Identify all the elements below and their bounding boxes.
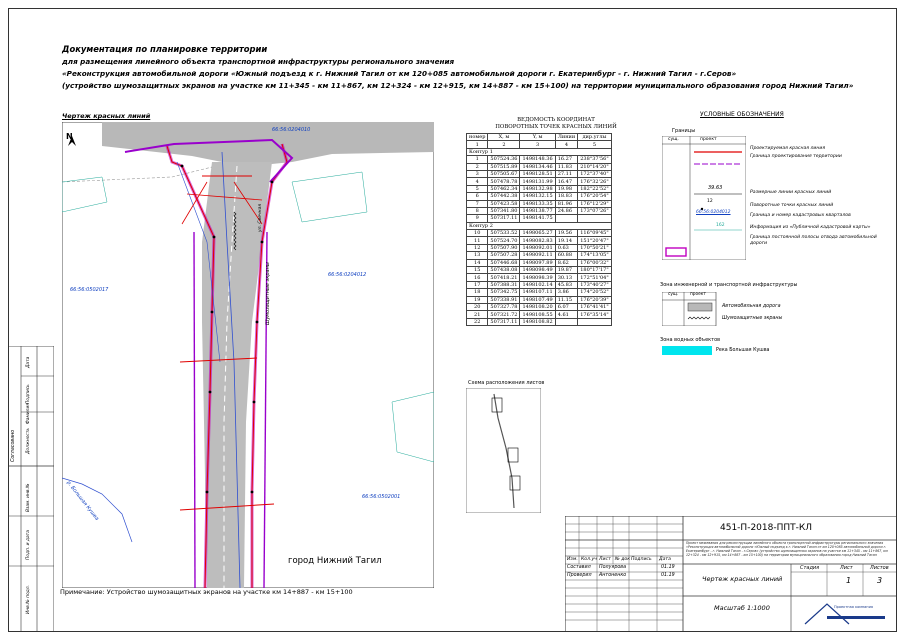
- coords-row: [467, 207, 612, 214]
- note-text: Примечание: Устройство шумозащитных экранов на участке км 14+887 - км 15+100: [60, 588, 353, 596]
- coords-cell: 1498092.01: [520, 244, 555, 251]
- coords-table: [466, 133, 612, 326]
- city-label: город Нижний Тагил: [288, 556, 382, 566]
- coords-header: номер: [467, 134, 488, 141]
- coords-cell: 19.98: [555, 185, 578, 192]
- stamp-person: Полуярова: [599, 565, 627, 570]
- coords-cell: 176°32'26": [578, 178, 611, 185]
- coords-cell: 174°13'05": [578, 252, 611, 259]
- stamp-date: 01.19: [661, 573, 675, 578]
- legend-screens: Шумозащитные экраны: [722, 316, 783, 321]
- coords-cell: 507446.68: [488, 259, 520, 266]
- legend-title: УСЛОВНЫЕ ОБОЗНАЧЕНИЯ: [700, 111, 784, 118]
- coords-cell: 16.27: [555, 156, 578, 163]
- side-stamp-grid: [8, 346, 54, 632]
- coords-row: [467, 281, 612, 288]
- coords-cell: 507317.11: [488, 318, 520, 325]
- parcel-label-bottom: 66:56:0502001: [362, 494, 401, 500]
- stamp-col: Дата: [659, 557, 671, 562]
- legend-item: Граница постоянной полосы отвода автомобильной дороги: [750, 235, 877, 246]
- legend-col-proj-2: проект: [690, 292, 706, 297]
- stamp-person: Антоненко: [599, 573, 627, 578]
- coords-title-2: ПОВОРОТНЫХ ТОЧЕК КРАСНЫХ ЛИНИЙ: [495, 124, 617, 130]
- coords-row: [467, 244, 612, 251]
- stamp-col: Изм.: [567, 557, 578, 562]
- stamp-scale: Масштаб 1:1000: [714, 604, 770, 612]
- scheme-title: Схема расположения листов: [468, 380, 545, 386]
- coords-cell: 172°51'04": [578, 274, 611, 281]
- coords-cell: 5: [467, 185, 488, 192]
- legend-info-code: 162: [716, 223, 725, 228]
- coords-cell: 176°00'32": [578, 259, 611, 266]
- coords-cell: 507505.67: [488, 170, 520, 177]
- coords-colnum: 5: [578, 141, 611, 148]
- side-sign-date: Подп. и дата: [26, 530, 31, 560]
- coords-cell: 174°20'52": [578, 289, 611, 296]
- stamp-role: Проверил: [567, 573, 592, 578]
- coords-cell: 170°50'21": [578, 244, 611, 251]
- coords-cell: 507388.31: [488, 281, 520, 288]
- coords-cell: 45.83: [555, 281, 578, 288]
- legend-water-swatch: [662, 346, 712, 355]
- coords-cell: 16.47: [555, 178, 578, 185]
- coords-cell: 27.11: [555, 170, 578, 177]
- coords-row: [467, 163, 612, 170]
- river-label: р. Большая Кушва: [65, 480, 100, 522]
- coords-row: [467, 156, 612, 163]
- coords-cell: [578, 318, 611, 325]
- screen-map-label: Шумозащитные экраны: [265, 262, 271, 325]
- legend-col-exist: сущ.: [668, 137, 679, 142]
- coords-cell: 507438.08: [488, 267, 520, 274]
- legend-col-proj: проект: [700, 137, 717, 142]
- legend-item: Поворотные точки красных линий: [750, 203, 834, 208]
- coords-cell: 507462.34: [488, 185, 520, 192]
- coords-cell: 182°22'52": [578, 185, 611, 192]
- coords-header: дир.углы: [578, 134, 611, 141]
- coords-cell: 1498097.89: [520, 259, 555, 266]
- coords-cell: 1498128.51: [520, 170, 555, 177]
- coords-cell: [555, 215, 578, 222]
- legend-item: Размерные линии красных линий: [750, 190, 832, 195]
- coords-cell: 1498098.49: [520, 267, 555, 274]
- coords-cell: 507478.78: [488, 178, 520, 185]
- coords-cell: 1498065.27: [520, 230, 555, 237]
- legend-col-exist-2: сущ.: [668, 292, 679, 297]
- coords-colnum: 3: [520, 141, 555, 148]
- coords-row: [467, 252, 612, 259]
- coords-cell: 507524.70: [488, 237, 520, 244]
- side-inv-replace: Взам. инв.№: [26, 483, 31, 512]
- doc-object: «Реконструкция автомобильной дороги «Южный подъезд к г. Нижний Тагил от км 120+085 автомобильной дороги г. Екатеринбург - г. Нижний Тагил - г.Серов»: [62, 69, 737, 78]
- coords-cell: 22: [467, 318, 488, 325]
- coords-cell: 1498133.35: [520, 200, 555, 207]
- coords-cell: 3: [467, 170, 488, 177]
- coords-cell: 3.86: [555, 289, 578, 296]
- stamp-description: Проект межевания для реконструкции линейного объекта транспортной инфраструктуры регионального значения «Реконструкция автомобильной дороги «Южный подъезд к г. Нижний Тагил от км 120+085 автомобильной дороги г. Екатеринбург - г. Нижний Тагил - г.Серов» (устройство шумозащитных экранов на участке км 11+345 - км 11+867, км 12+324 - км 12+915, км 14+887 - км 15+100) на территории муниципального образования город Нижний Тагил: [686, 541, 888, 557]
- legend-dim-value: 39.63: [708, 185, 723, 191]
- coords-row: [467, 267, 612, 274]
- coords-row: [467, 259, 612, 266]
- coords-cell: 19: [467, 296, 488, 303]
- stamp-sheet-header: Лист: [840, 565, 853, 571]
- coords-cell: 116°09'45": [578, 230, 611, 237]
- stamp-stage-header: Стадия: [800, 565, 820, 571]
- side-name: Фамилия: [26, 403, 31, 424]
- coords-cell: 1498134.46: [520, 163, 555, 170]
- coords-cell: 172°37'40": [578, 170, 611, 177]
- legend-boundaries: Границы: [672, 128, 696, 134]
- coords-cell: 507341.80: [488, 207, 520, 214]
- legend-cad-num: 66:56:0204012: [696, 210, 731, 215]
- coords-cell: 81.96: [555, 200, 578, 207]
- coords-cell: 507342.75: [488, 289, 520, 296]
- coords-cell: 2: [467, 163, 488, 170]
- side-sign: Подпись: [26, 384, 31, 404]
- coords-cell: 60.88: [555, 252, 578, 259]
- side-position: Должность: [26, 428, 31, 454]
- coords-cell: 507327.78: [488, 303, 520, 310]
- coords-cell: 176°35'14": [578, 311, 611, 318]
- coords-cell: 507338.91: [488, 296, 520, 303]
- red-lines-map: [62, 122, 434, 588]
- coords-cell: 7: [467, 200, 488, 207]
- legend-river: Река Большая Кушва: [716, 348, 770, 353]
- legend-swatches: [662, 136, 746, 260]
- coords-row: [467, 318, 612, 325]
- coords-cell: 8.62: [555, 259, 578, 266]
- coords-row: [467, 170, 612, 177]
- contour-label: Контур 2: [467, 222, 612, 229]
- coords-header: Y, м: [520, 134, 555, 141]
- coords-cell: 19.87: [555, 267, 578, 274]
- parcel-label-left: 66:56:0502017: [70, 287, 109, 293]
- coords-cell: 16: [467, 274, 488, 281]
- coords-colnum: 1: [467, 141, 488, 148]
- coords-cell: 6.07: [555, 303, 578, 310]
- side-inv-original: Инв.№ подл.: [26, 585, 31, 614]
- coords-cell: 173°07'26": [578, 207, 611, 214]
- coords-cell: 1498148.36: [520, 156, 555, 163]
- coords-cell: 0.63: [555, 244, 578, 251]
- coords-row: [467, 200, 612, 207]
- stamp-sheet-title: Чертеж красных линий: [702, 575, 783, 583]
- coords-cell: 507515.89: [488, 163, 520, 170]
- stamp-code: 451-П-2018-ППТ-КЛ: [720, 523, 813, 533]
- coords-row: [467, 237, 612, 244]
- stamp-sheet-number: 1: [846, 576, 852, 585]
- street-label: ул. Свечная: [258, 203, 263, 232]
- coords-cell: 507524.36: [488, 156, 520, 163]
- coords-cell: 173°40'27": [578, 281, 611, 288]
- legend-item: Граница и номер кадастровых кварталов: [750, 213, 851, 218]
- north-arrow-label: N: [66, 132, 73, 141]
- doc-title: Документация по планировке территории: [62, 44, 268, 54]
- coords-row: [467, 215, 612, 222]
- legend-item: Информация из «Публичной кадастровой карты»: [750, 225, 871, 230]
- stamp-col: Лист: [599, 557, 611, 562]
- coords-row: [467, 303, 612, 310]
- coords-cell: 1498132.98: [520, 185, 555, 192]
- map-title: Чертеж красных линий: [62, 112, 151, 120]
- parcel-label-right: 66:56:0204012: [328, 272, 367, 278]
- coords-cell: [555, 318, 578, 325]
- coords-title-1: ВЕДОМОСТЬ КООРДИНАТ: [517, 117, 595, 123]
- coords-header: Линии: [555, 134, 578, 141]
- coords-cell: 1498082.83: [520, 237, 555, 244]
- coords-cell: 1498092.11: [520, 252, 555, 259]
- coords-cell: 507442.38: [488, 193, 520, 200]
- coords-cell: 18: [467, 289, 488, 296]
- coords-cell: 176°12'29": [578, 200, 611, 207]
- sheet-layout-scheme: [466, 388, 541, 513]
- coords-cell: 1498138.77: [520, 207, 555, 214]
- legend-road: Автомобильная дорога: [722, 304, 781, 309]
- coords-cell: 11: [467, 237, 488, 244]
- coords-cell: 507321.72: [488, 311, 520, 318]
- coords-cell: 1498108.55: [520, 311, 555, 318]
- coords-cell: 18.83: [555, 193, 578, 200]
- coords-row: [467, 296, 612, 303]
- coords-header: X, м: [488, 134, 520, 141]
- contour-label: Контур 1: [467, 148, 612, 155]
- coords-cell: 507423.58: [488, 200, 520, 207]
- coords-cell: 210°14'20": [578, 163, 611, 170]
- coords-cell: 507507.90: [488, 244, 520, 251]
- coords-row: [467, 178, 612, 185]
- coords-cell: 21: [467, 311, 488, 318]
- coords-cell: 12: [467, 244, 488, 251]
- side-agreed: Согласовано: [11, 429, 16, 462]
- stamp-sheets-total: 3: [877, 576, 883, 585]
- stamp-date: 01.19: [661, 565, 675, 570]
- coords-cell: 6: [467, 193, 488, 200]
- coords-colnum: 2: [488, 141, 520, 148]
- stamp-sheets-header: Листов: [870, 565, 889, 571]
- coords-cell: 30.13: [555, 274, 578, 281]
- coords-cell: 13: [467, 252, 488, 259]
- coords-cell: 11.83: [555, 163, 578, 170]
- stamp-col: Подпись: [631, 557, 652, 562]
- coords-cell: 1498131.99: [520, 178, 555, 185]
- coords-row: [467, 289, 612, 296]
- coords-row: [467, 274, 612, 281]
- coords-cell: 1498107.49: [520, 296, 555, 303]
- coords-cell: 15: [467, 267, 488, 274]
- coords-cell: 1498141.75: [520, 215, 555, 222]
- coords-cell: 1498102.14: [520, 281, 555, 288]
- legend-point-num: 12: [707, 199, 713, 204]
- stamp-role: Составил: [567, 565, 591, 570]
- coords-cell: 1: [467, 156, 488, 163]
- coords-row: [467, 185, 612, 192]
- legend-item: Проектируемая красная линия: [750, 146, 826, 151]
- legend-zone-transport: Зона инженерной и транспортной инфраструктуры: [660, 282, 798, 288]
- coords-cell: 14: [467, 259, 488, 266]
- coords-cell: 238°37'56": [578, 156, 611, 163]
- doc-subtitle: для размещения линейного объекта транспортной инфраструктуры регионального значения: [62, 57, 455, 66]
- coords-colnum: 4: [555, 141, 578, 148]
- coords-cell: 8: [467, 207, 488, 214]
- coords-cell: 180°17'17": [578, 267, 611, 274]
- coords-cell: 1498108.82: [520, 318, 555, 325]
- coords-cell: 4.61: [555, 311, 578, 318]
- coords-cell: 17: [467, 281, 488, 288]
- coords-row: [467, 193, 612, 200]
- coords-cell: 24.86: [555, 207, 578, 214]
- coords-cell: 151°20'47": [578, 237, 611, 244]
- coords-cell: 4: [467, 178, 488, 185]
- coords-row: [467, 311, 612, 318]
- coords-cell: 507507.28: [488, 252, 520, 259]
- coords-cell: 507418.21: [488, 274, 520, 281]
- coords-cell: 507533.52: [488, 230, 520, 237]
- coords-cell: 176°20'54": [578, 193, 611, 200]
- parcel-label-top: 66:56:0204010: [272, 127, 311, 133]
- coords-cell: 1498132.15: [520, 193, 555, 200]
- coords-cell: 176°41'41": [578, 303, 611, 310]
- coords-cell: 20: [467, 303, 488, 310]
- coords-cell: 1498108.20: [520, 303, 555, 310]
- stamp-col: № док: [615, 557, 630, 562]
- coords-cell: 9: [467, 215, 488, 222]
- stamp-col: Кол.уч: [581, 557, 597, 562]
- company-logo-text: Проектная компания: [834, 605, 873, 609]
- coords-cell: 19.14: [555, 237, 578, 244]
- coords-cell: 507317.11: [488, 215, 520, 222]
- legend-item: Граница проектирования территории: [750, 154, 842, 159]
- coords-cell: [578, 215, 611, 222]
- side-date: Дата: [26, 356, 31, 368]
- coords-row: [467, 230, 612, 237]
- coords-cell: 1498107.11: [520, 289, 555, 296]
- coords-cell: 1498098.39: [520, 274, 555, 281]
- coords-cell: 19.56: [555, 230, 578, 237]
- coords-cell: 11.15: [555, 296, 578, 303]
- doc-scope: (устройство шумозащитных экранов на участке км 11+345 - км 11+867, км 12+324 - км 12+915, км 14+887 - км 15+100) на территории муниципального образования город Нижний Тагил»: [62, 81, 854, 90]
- coords-cell: 10: [467, 230, 488, 237]
- coords-cell: 176°20'39": [578, 296, 611, 303]
- legend-zone-water: Зона водных объектов: [660, 337, 721, 343]
